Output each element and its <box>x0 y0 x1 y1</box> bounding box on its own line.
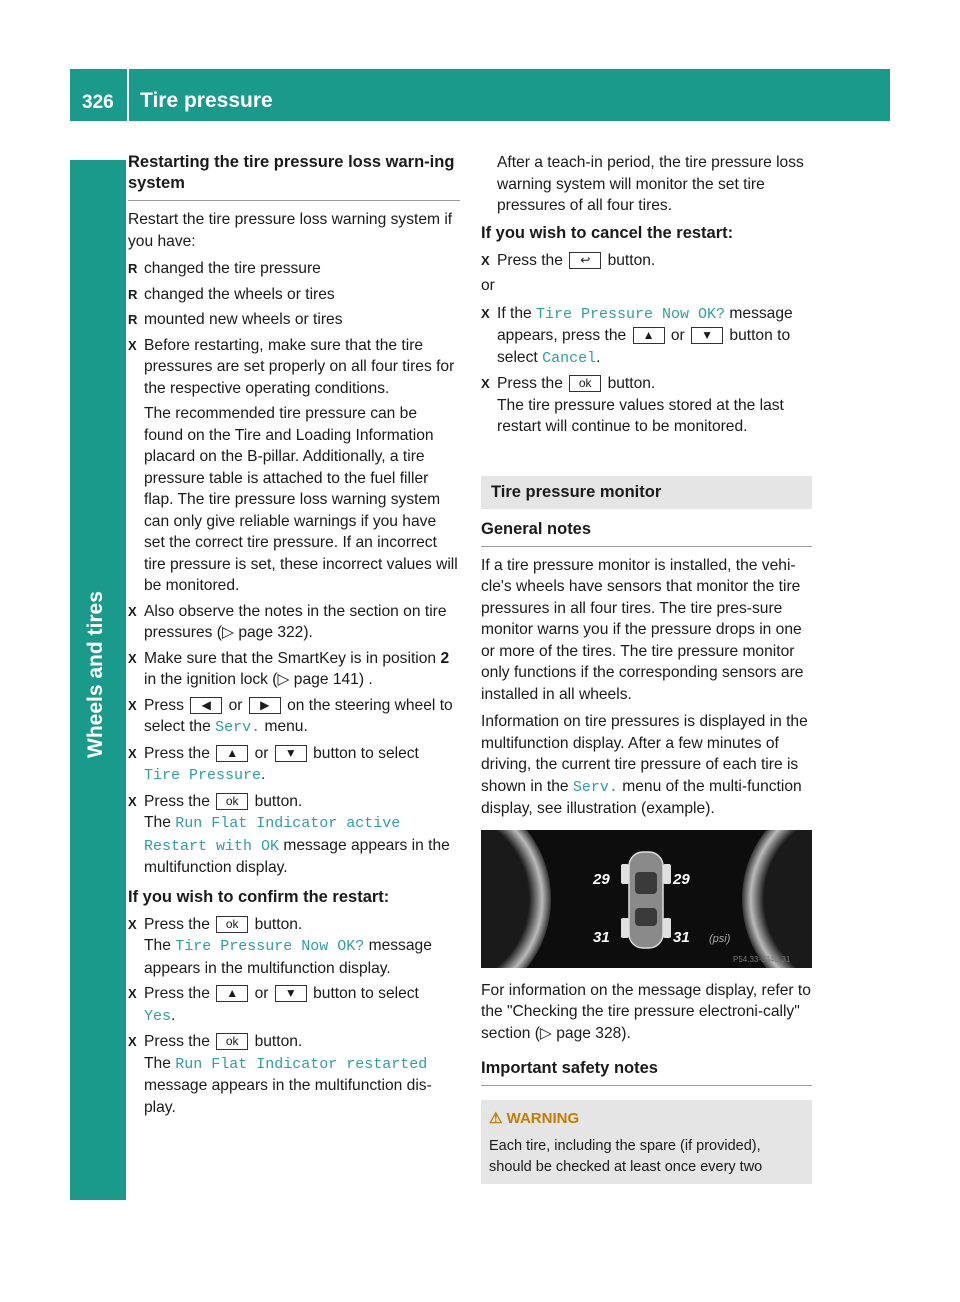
ok-key-icon: ok <box>216 916 248 933</box>
back-key-icon: ↩ <box>569 252 601 269</box>
tire-pressure-front-left: 29 <box>593 870 610 888</box>
warning-triangle-icon: ⚠ <box>489 1110 503 1127</box>
step-text: or <box>670 327 685 344</box>
instrument-cluster-image <box>481 830 812 968</box>
down-key-icon: ▼ <box>691 327 723 344</box>
step-text: Press the <box>144 792 210 810</box>
display-text: Tire Pressure Now OK? <box>536 305 726 323</box>
left-arrow-key-icon: ◀ <box>190 697 222 714</box>
step-confirm-ok <box>128 914 460 980</box>
confirm-heading: If you wish to confirm the restart: <box>128 887 390 906</box>
warning-box <box>481 1100 812 1184</box>
warning-title <box>489 1108 804 1130</box>
display-text: Serv. <box>215 719 261 736</box>
list-item: R changed the tire pressure <box>128 258 460 280</box>
step-text: The <box>144 937 171 954</box>
step-text: The tire pressure values stored at the last restart will continue to be monitored. <box>497 396 784 435</box>
safety-heading: Important safety notes <box>481 1059 658 1077</box>
step-text: button. <box>254 1033 303 1050</box>
display-text: Yes <box>144 1007 172 1025</box>
step-press-ok-cancel <box>481 373 812 438</box>
step-press-ok <box>128 791 460 879</box>
sidebar-label: Wheels and tires <box>84 591 107 758</box>
tire-pressure-front-right: 29 <box>673 870 690 888</box>
display-text: Tire Pressure Now OK? <box>175 938 365 955</box>
info-paragraph: For information on the message display, refer to the "Checking the tire pressure electroni-cally" section (▷ page 328). <box>481 981 811 1042</box>
or-text: or <box>481 277 495 294</box>
step-confirm-restart <box>128 1031 460 1118</box>
tire-pressure-rear-left: 31 <box>593 928 610 946</box>
step-smartkey <box>128 648 460 691</box>
step-text: or <box>254 744 269 762</box>
display-text: Tire Pressure <box>144 767 262 784</box>
step-select-tire-pressure: X Press the ▲ or ▼ button to select Tire Pressure. <box>128 743 460 787</box>
step-press-back <box>481 250 812 272</box>
step-text: Make sure that the SmartKey is in position <box>144 649 437 667</box>
step-text: button. <box>254 792 303 810</box>
step-text: The <box>144 814 171 831</box>
warning-label: WARNING <box>506 1110 580 1127</box>
step-text: button. <box>254 915 303 933</box>
step-note: The recommended tire pressure can be found on the Tire and Loading Information placard on the B-pillar. Additionally, a tire pressure table is attached to the fuel filler flap. The tire pressure loss warning system can only give reliable warnings if you have set the correct tire pressure. If an incorrect tire pressure is set, these incorrect values will be monitored. <box>144 405 458 594</box>
up-key-icon: ▲ <box>216 745 248 762</box>
pressure-unit: (psi) <box>709 932 731 945</box>
ok-key-icon: ok <box>216 1033 248 1050</box>
chapter-title: Tire pressure <box>140 89 273 112</box>
tire-pressure-rear-right: 31 <box>673 928 690 946</box>
warning-text: Each tire, including the spare (if provided), should be checked at least once every two <box>489 1137 763 1175</box>
step-press-arrows <box>128 695 460 739</box>
ok-key-icon: ok <box>569 375 601 392</box>
list-item: R changed the wheels or tires <box>128 284 460 306</box>
step-text: button to select <box>497 327 791 366</box>
ok-key-icon: ok <box>216 793 248 810</box>
list-item: R mounted new wheels or tires <box>128 309 460 331</box>
step-text: message appears, press the <box>497 304 793 344</box>
paragraph-text: menu of the multi-function display, see illustration (example). <box>481 777 802 817</box>
right-arrow-key-icon: ▶ <box>249 697 281 714</box>
section-title-box <box>481 476 812 509</box>
section-title: Tire pressure monitor <box>491 482 662 501</box>
step-text: Press the <box>144 744 210 762</box>
step-text: or <box>228 696 243 714</box>
step-text: message appears in the multifunction dis-play. <box>144 1077 432 1116</box>
step-text: The <box>144 1054 171 1072</box>
step-text: X Before restarting, make sure that the tire pressures are set properly on all four tires for the respective operating conditions. <box>144 336 455 397</box>
step-text: Press the <box>144 985 210 1002</box>
step-text: Press <box>144 696 184 714</box>
step-select-cancel: X If the Tire Pressure Now OK? message appears, press the ▲ or ▼ button to select Cancel. <box>481 303 812 370</box>
section-heading-restart: Restarting the tire pressure loss warn-ing system <box>128 153 455 192</box>
display-text: Cancel <box>542 349 597 367</box>
step-text: message appears in the multifunction display. <box>144 836 450 876</box>
teach-in-text: After a teach-in period, the tire pressure loss warning system will monitor the set tire pressures of all four tires. <box>497 154 804 214</box>
page-number: 326 <box>82 92 114 113</box>
step-text: message appears in the multifunction display. <box>144 937 432 977</box>
step-text: button. <box>607 375 656 392</box>
step-text: button. <box>607 251 656 269</box>
left-column <box>128 152 460 1122</box>
up-key-icon: ▲ <box>216 985 248 1002</box>
general-paragraph-2 <box>481 711 812 820</box>
step-before-restart <box>128 335 460 597</box>
image-code: P54.33-3340-31 <box>733 954 791 964</box>
step-text: button to select <box>313 744 419 762</box>
display-text: Run Flat Indicator restarted <box>175 1055 428 1073</box>
step-text: on the steering wheel to select the <box>144 696 453 735</box>
cluster-illustration <box>481 830 812 968</box>
step-text: Press the <box>144 915 210 933</box>
right-column <box>481 152 812 1184</box>
down-key-icon: ▼ <box>275 985 307 1002</box>
step-text: menu. <box>264 718 308 735</box>
display-text: Run Flat Indicator active Restart with OK <box>144 815 401 855</box>
general-paragraph: If a tire pressure monitor is installed, the vehi-cle's wheels have sensors that monitor the tire pressures in all four tires. The tire pres-sure monitor warns you if the pressure drops in one or more of the tires. The tire pressure monitor only functions if the corresponding sensors are installed in all wheels. <box>481 556 804 703</box>
down-key-icon: ▼ <box>275 745 307 762</box>
display-text: Serv. <box>572 778 618 796</box>
paragraph-text: Information on tire pressures is displayed in the multifunction display. After a few minutes of driving, the current tire pressure of each tire is shown in the <box>481 713 808 795</box>
step-select-yes: X Press the ▲ or ▼ button to select Yes. <box>128 983 460 1027</box>
general-notes-heading: General notes <box>481 519 592 538</box>
header-divider <box>127 69 129 125</box>
cancel-heading: If you wish to cancel the restart: <box>481 223 734 242</box>
step-text: Press the <box>497 251 563 269</box>
step-text: or <box>254 985 269 1002</box>
key-position: 2 <box>440 649 450 667</box>
step-observe-notes: X Also observe the notes in the section on tire pressures (▷ page 322). <box>128 601 460 644</box>
step-text: in the ignition lock (▷ page 141) . <box>144 671 373 688</box>
step-text: Press the <box>497 375 563 392</box>
intro-text: Restart the tire pressure loss warning system if you have: <box>128 211 453 250</box>
step-text: button to select <box>313 985 419 1002</box>
up-key-icon: ▲ <box>633 327 665 344</box>
car-top-view-icon <box>621 852 671 948</box>
step-text: Press the <box>144 1033 210 1050</box>
step-text: If the <box>497 304 532 322</box>
